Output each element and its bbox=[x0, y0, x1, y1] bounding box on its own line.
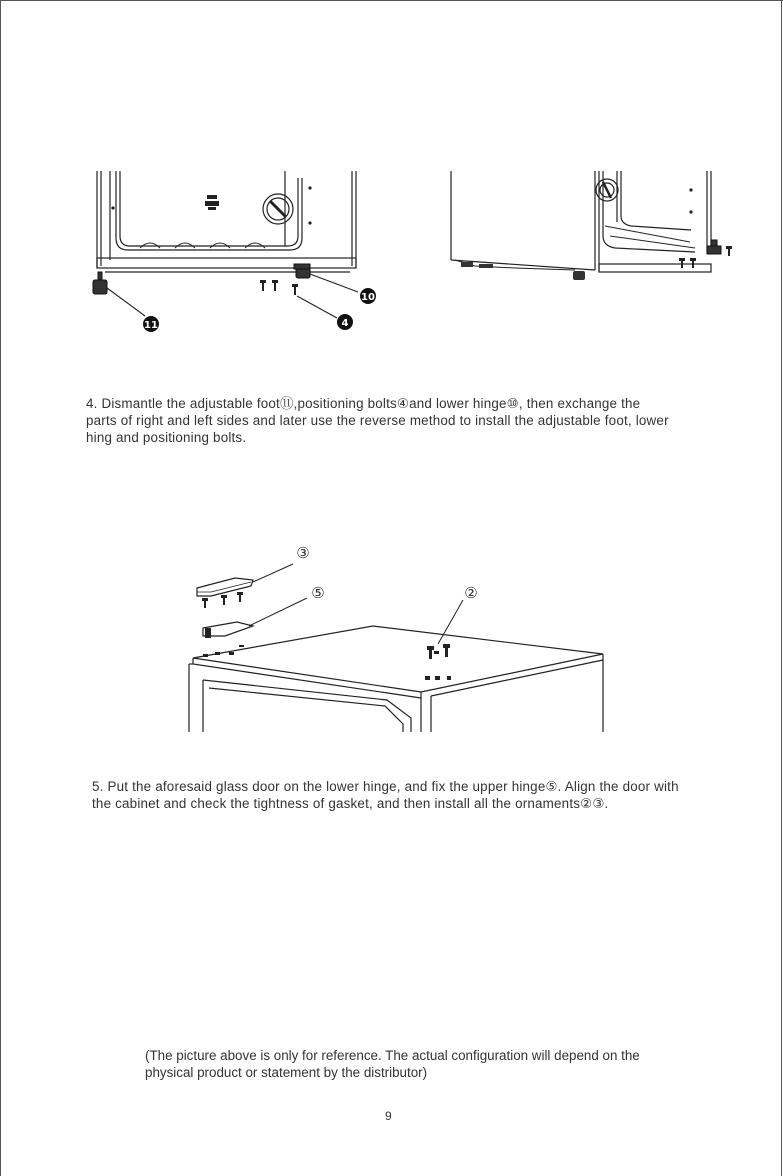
step5-instruction bbox=[92, 778, 772, 812]
figure-bottom-right bbox=[445, 168, 745, 284]
step5-line2: the cabinet and check the tightness of gasket, and then install all the ornaments②③. bbox=[92, 796, 609, 811]
step4-line3: hing and positioning bolts. bbox=[86, 430, 247, 445]
callout-bolts: 4 bbox=[341, 318, 349, 329]
reference-note bbox=[145, 1047, 745, 1081]
callout-foot: 11 bbox=[144, 320, 158, 331]
page-number: 9 bbox=[385, 1109, 392, 1123]
step4-instruction bbox=[86, 395, 766, 446]
callout-upper-hinge: ⑤ bbox=[311, 584, 325, 602]
note-line1: (The picture above is only for reference. The actual configuration will depend on the bbox=[145, 1048, 640, 1063]
figure-upper-hinge bbox=[185, 540, 610, 735]
page-border-top bbox=[0, 0, 783, 1]
page-border-right bbox=[781, 0, 782, 1176]
step4-line1: 4. Dismantle the adjustable foot⑪,positioning bolts④and lower hinge⑩, then exchange the bbox=[86, 396, 641, 411]
callout-hinge: 10 bbox=[361, 292, 375, 303]
callout-ornament-screws: ② bbox=[464, 584, 478, 602]
callout-top-cover: ③ bbox=[296, 544, 310, 562]
note-line2: physical product or statement by the distributor) bbox=[145, 1065, 428, 1080]
figure-bottom-left bbox=[80, 168, 380, 344]
page-border-left bbox=[0, 0, 1, 1176]
step5-line1: 5. Put the aforesaid glass door on the lower hinge, and fix the upper hinge⑤. Align the door with bbox=[92, 779, 679, 794]
step4-line2: parts of right and left sides and later use the reverse method to install the adjustable foot, lower bbox=[86, 413, 669, 428]
